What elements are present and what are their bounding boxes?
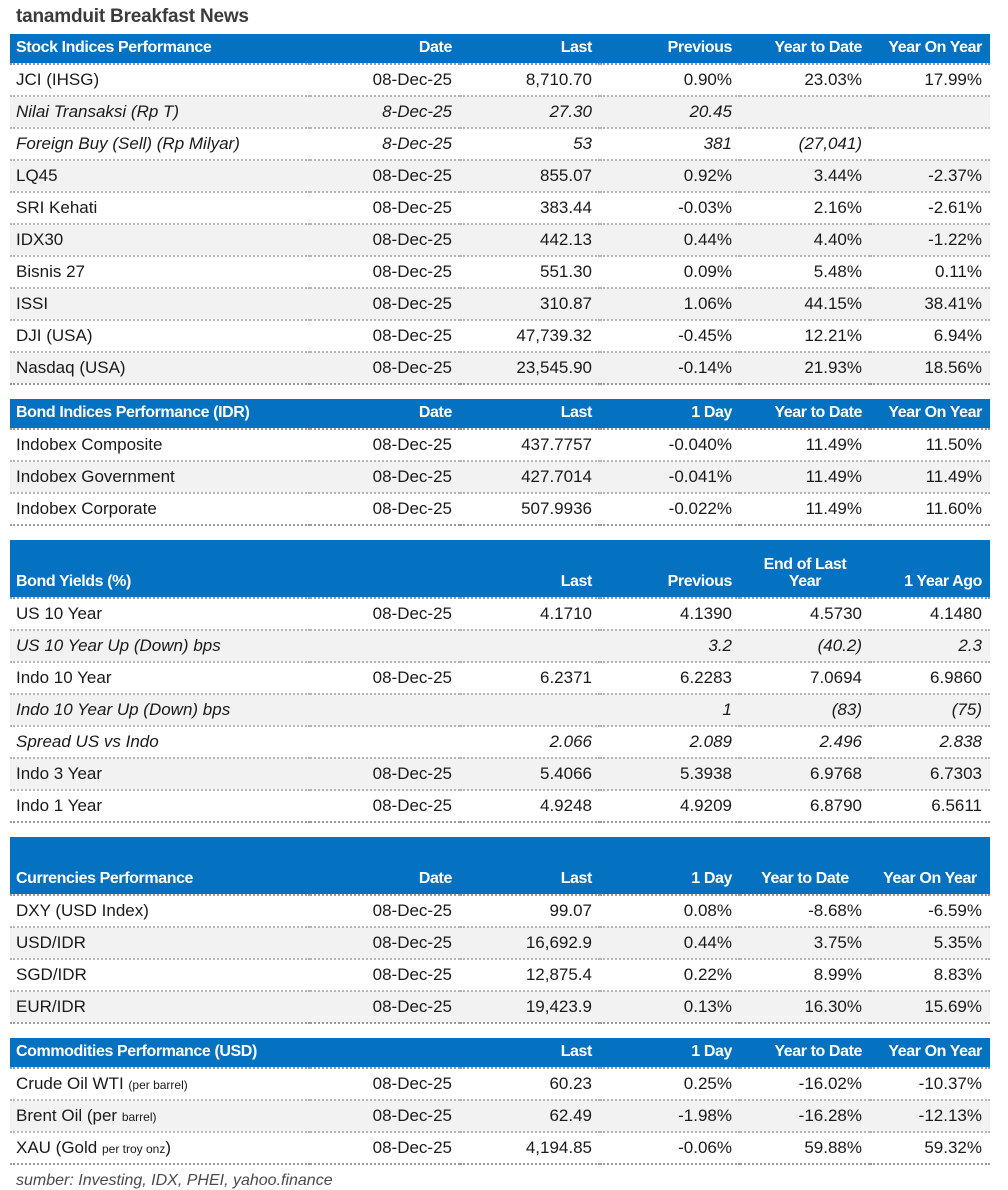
data-cell: 0.90%	[600, 64, 740, 96]
table-row	[10, 662, 990, 694]
column-header	[310, 1038, 460, 1068]
table-row	[10, 1100, 990, 1132]
column-header: Previous	[600, 34, 740, 64]
section-spacer	[10, 525, 990, 540]
data-cell: 08-Dec-25	[310, 320, 460, 352]
section-header-commodities	[10, 1038, 990, 1068]
data-cell: -1.98%	[600, 1100, 740, 1132]
market-data-table	[10, 34, 990, 1165]
section-spacer	[10, 1023, 990, 1038]
column-header	[310, 540, 460, 598]
column-header: Stock Indices Performance	[10, 34, 310, 64]
data-cell: 4.40%	[740, 224, 870, 256]
column-header: Date	[310, 34, 460, 64]
data-cell	[870, 96, 990, 128]
table-row	[10, 758, 990, 790]
data-cell: 8-Dec-25	[310, 128, 460, 160]
data-cell: (75)	[870, 694, 990, 726]
data-cell: 5.48%	[740, 256, 870, 288]
label-part: XAU (Gold	[16, 1138, 102, 1157]
label-part: )	[165, 1138, 172, 1157]
market-data-body	[10, 34, 990, 1164]
table-row	[10, 493, 990, 525]
column-header: 1 Day	[600, 837, 740, 895]
table-row	[10, 352, 990, 384]
data-cell: -0.040%	[600, 429, 740, 461]
data-cell: 6.2283	[600, 662, 740, 694]
data-cell: 11.60%	[870, 493, 990, 525]
data-cell: 08-Dec-25	[310, 1068, 460, 1100]
data-cell: -0.06%	[600, 1132, 740, 1164]
column-header: Year to Date	[740, 399, 870, 429]
data-cell: -10.37%	[870, 1068, 990, 1100]
data-cell: 4.5730	[740, 598, 870, 630]
table-row	[10, 927, 990, 959]
column-header: Year On Year	[870, 837, 990, 895]
column-header: Year to Date	[740, 1038, 870, 1068]
column-header: Last	[460, 34, 600, 64]
spacer-cell	[10, 1023, 990, 1038]
table-row	[10, 429, 990, 461]
row-label: Indobex Composite	[10, 429, 310, 461]
data-cell: 0.92%	[600, 160, 740, 192]
table-row	[10, 96, 990, 128]
data-cell: 62.49	[460, 1100, 600, 1132]
data-cell: 15.69%	[870, 991, 990, 1023]
data-cell: 8.83%	[870, 959, 990, 991]
data-cell: -0.45%	[600, 320, 740, 352]
data-cell: 0.09%	[600, 256, 740, 288]
data-cell: 381	[600, 128, 740, 160]
data-cell: 59.88%	[740, 1132, 870, 1164]
data-cell: 08-Dec-25	[310, 895, 460, 927]
spacer-cell	[10, 384, 990, 399]
row-label: Bisnis 27	[10, 256, 310, 288]
data-cell: 507.9936	[460, 493, 600, 525]
section-header-currencies	[10, 837, 990, 895]
data-cell: 2.066	[460, 726, 600, 758]
data-cell: 1	[600, 694, 740, 726]
column-header: Year to Date	[740, 837, 870, 895]
table-row	[10, 160, 990, 192]
row-label: EUR/IDR	[10, 991, 310, 1023]
data-cell: 08-Dec-25	[310, 288, 460, 320]
data-cell: -0.03%	[600, 192, 740, 224]
data-cell: 6.9860	[870, 662, 990, 694]
table-row	[10, 1132, 990, 1164]
data-cell: 08-Dec-25	[310, 429, 460, 461]
data-cell: -16.02%	[740, 1068, 870, 1100]
table-row	[10, 461, 990, 493]
data-cell: 7.0694	[740, 662, 870, 694]
table-row	[10, 64, 990, 96]
section-spacer	[10, 822, 990, 837]
data-cell: 8,710.70	[460, 64, 600, 96]
data-cell: -12.13%	[870, 1100, 990, 1132]
data-cell: 6.7303	[870, 758, 990, 790]
column-header: Year On Year	[870, 399, 990, 429]
data-cell: 0.11%	[870, 256, 990, 288]
column-header: Year On Year	[870, 34, 990, 64]
data-cell: 20.45	[600, 96, 740, 128]
data-cell: -8.68%	[740, 895, 870, 927]
data-cell: 38.41%	[870, 288, 990, 320]
data-cell: 4.1480	[870, 598, 990, 630]
table-row	[10, 128, 990, 160]
data-cell: 16,692.9	[460, 927, 600, 959]
data-cell: 08-Dec-25	[310, 662, 460, 694]
row-label: SGD/IDR	[10, 959, 310, 991]
table-row	[10, 790, 990, 822]
row-label: Indo 10 Year Up (Down) bps	[10, 694, 310, 726]
data-cell: 08-Dec-25	[310, 1132, 460, 1164]
row-label: JCI (IHSG)	[10, 64, 310, 96]
column-header: Year to Date	[740, 34, 870, 64]
label-part: Brent Oil (per	[16, 1106, 122, 1125]
column-header: 1 Day	[600, 1038, 740, 1068]
table-row	[10, 320, 990, 352]
data-cell: 27.30	[460, 96, 600, 128]
data-cell: 2.089	[600, 726, 740, 758]
data-cell: 59.32%	[870, 1132, 990, 1164]
data-cell: 08-Dec-25	[310, 790, 460, 822]
label-part: Crude Oil WTI	[16, 1074, 129, 1093]
row-label: Foreign Buy (Sell) (Rp Milyar)	[10, 128, 310, 160]
data-cell	[310, 694, 460, 726]
row-label: Indobex Government	[10, 461, 310, 493]
data-cell: 08-Dec-25	[310, 352, 460, 384]
data-cell: 08-Dec-25	[310, 64, 460, 96]
data-cell: 08-Dec-25	[310, 461, 460, 493]
data-cell: 551.30	[460, 256, 600, 288]
row-label: Indo 1 Year	[10, 790, 310, 822]
row-label: Indobex Corporate	[10, 493, 310, 525]
data-cell: 11.49%	[740, 429, 870, 461]
data-cell: 0.44%	[600, 927, 740, 959]
table-row	[10, 959, 990, 991]
row-label: Spread US vs Indo	[10, 726, 310, 758]
row-label: Indo 3 Year	[10, 758, 310, 790]
data-cell: 99.07	[460, 895, 600, 927]
data-cell: 6.5611	[870, 790, 990, 822]
table-row	[10, 991, 990, 1023]
data-cell: -1.22%	[870, 224, 990, 256]
data-cell: 08-Dec-25	[310, 493, 460, 525]
row-label: USD/IDR	[10, 927, 310, 959]
section-header-bond-yields	[10, 540, 990, 598]
row-label: Indo 10 Year	[10, 662, 310, 694]
row-label: SRI Kehati	[10, 192, 310, 224]
data-cell: 2.3	[870, 630, 990, 662]
column-header: Last	[460, 1038, 600, 1068]
data-cell: 6.8790	[740, 790, 870, 822]
spacer-cell	[10, 822, 990, 837]
data-cell: 2.16%	[740, 192, 870, 224]
data-cell: 16.30%	[740, 991, 870, 1023]
table-row	[10, 630, 990, 662]
data-cell: 0.25%	[600, 1068, 740, 1100]
column-header: Date	[310, 399, 460, 429]
column-header: Currencies Performance	[10, 837, 310, 895]
row-label: Nasdaq (USA)	[10, 352, 310, 384]
row-label: Nilai Transaksi (Rp T)	[10, 96, 310, 128]
data-cell: 2.496	[740, 726, 870, 758]
data-cell: 23.03%	[740, 64, 870, 96]
label-part: per troy onz	[101, 1142, 166, 1156]
data-cell: -0.041%	[600, 461, 740, 493]
data-cell: -16.28%	[740, 1100, 870, 1132]
row-label: LQ45	[10, 160, 310, 192]
data-cell: (83)	[740, 694, 870, 726]
data-cell: -0.14%	[600, 352, 740, 384]
data-cell: (40.2)	[740, 630, 870, 662]
row-label: ISSI	[10, 288, 310, 320]
section-header-bond-indices	[10, 399, 990, 429]
column-header: Last	[460, 540, 600, 598]
data-cell: 427.7014	[460, 461, 600, 493]
data-cell: 08-Dec-25	[310, 991, 460, 1023]
spacer-cell	[10, 525, 990, 540]
data-cell: 4.1390	[600, 598, 740, 630]
data-cell: 8-Dec-25	[310, 96, 460, 128]
row-label: DXY (USD Index)	[10, 895, 310, 927]
data-cell: 11.49%	[740, 461, 870, 493]
data-cell: 08-Dec-25	[310, 192, 460, 224]
column-header: Previous	[600, 540, 740, 598]
data-cell: 6.9768	[740, 758, 870, 790]
label-part: (per barrel)	[128, 1078, 188, 1092]
data-cell	[870, 128, 990, 160]
data-cell: 4.9209	[600, 790, 740, 822]
data-cell: 08-Dec-25	[310, 256, 460, 288]
data-cell: 44.15%	[740, 288, 870, 320]
row-label	[10, 1100, 310, 1132]
data-cell: 437.7757	[460, 429, 600, 461]
data-cell: 08-Dec-25	[310, 598, 460, 630]
column-header: Commodities Performance (USD)	[10, 1038, 310, 1068]
table-row	[10, 256, 990, 288]
row-label: US 10 Year	[10, 598, 310, 630]
column-header: End of Last Year	[740, 540, 870, 598]
table-row	[10, 598, 990, 630]
data-cell: 08-Dec-25	[310, 160, 460, 192]
column-header: Bond Indices Performance (IDR)	[10, 399, 310, 429]
table-row	[10, 726, 990, 758]
data-cell: 0.44%	[600, 224, 740, 256]
page-title: tanamduit Breakfast News	[16, 6, 249, 27]
table-row	[10, 288, 990, 320]
row-label: US 10 Year Up (Down) bps	[10, 630, 310, 662]
data-cell: 53	[460, 128, 600, 160]
data-cell: 47,739.32	[460, 320, 600, 352]
data-cell: 12.21%	[740, 320, 870, 352]
row-label: IDX30	[10, 224, 310, 256]
data-cell: 4.1710	[460, 598, 600, 630]
table-row	[10, 694, 990, 726]
data-cell: 12,875.4	[460, 959, 600, 991]
table-row	[10, 224, 990, 256]
data-cell: -6.59%	[870, 895, 990, 927]
column-header: 1 Day	[600, 399, 740, 429]
table-row	[10, 192, 990, 224]
data-cell: -2.61%	[870, 192, 990, 224]
data-cell: 5.3938	[600, 758, 740, 790]
data-cell	[310, 630, 460, 662]
data-cell: 21.93%	[740, 352, 870, 384]
table-row	[10, 895, 990, 927]
section-header-stock-indices	[10, 34, 990, 64]
source-note: sumber: Investing, IDX, PHEI, yahoo.finance	[16, 1172, 333, 1189]
data-cell: 08-Dec-25	[310, 758, 460, 790]
data-cell: 1.06%	[600, 288, 740, 320]
data-cell: 3.2	[600, 630, 740, 662]
data-cell: 08-Dec-25	[310, 927, 460, 959]
column-header: Last	[460, 837, 600, 895]
data-cell: 11.49%	[740, 493, 870, 525]
data-cell: (27,041)	[740, 128, 870, 160]
column-header: 1 Year Ago	[870, 540, 990, 598]
data-cell: 6.94%	[870, 320, 990, 352]
data-cell: 08-Dec-25	[310, 959, 460, 991]
data-cell: 3.44%	[740, 160, 870, 192]
data-cell: 3.75%	[740, 927, 870, 959]
data-cell: -2.37%	[870, 160, 990, 192]
data-cell: 4.9248	[460, 790, 600, 822]
data-cell: 310.87	[460, 288, 600, 320]
data-cell: 5.4066	[460, 758, 600, 790]
column-header: Year On Year	[870, 1038, 990, 1068]
data-cell: 0.13%	[600, 991, 740, 1023]
data-cell: 0.22%	[600, 959, 740, 991]
column-header: Bond Yields (%)	[10, 540, 310, 598]
data-cell: 4,194.85	[460, 1132, 600, 1164]
data-cell: 18.56%	[870, 352, 990, 384]
data-cell	[310, 726, 460, 758]
data-cell: 442.13	[460, 224, 600, 256]
data-cell: 8.99%	[740, 959, 870, 991]
data-cell: 2.838	[870, 726, 990, 758]
data-cell: 23,545.90	[460, 352, 600, 384]
data-cell: 19,423.9	[460, 991, 600, 1023]
data-cell: 17.99%	[870, 64, 990, 96]
data-cell	[460, 694, 600, 726]
data-cell: 08-Dec-25	[310, 224, 460, 256]
data-cell: 855.07	[460, 160, 600, 192]
table-row	[10, 1068, 990, 1100]
data-cell	[460, 630, 600, 662]
column-header: Last	[460, 399, 600, 429]
label-part: barrel)	[121, 1110, 157, 1124]
data-cell: 6.2371	[460, 662, 600, 694]
row-label	[10, 1068, 310, 1100]
data-cell: 383.44	[460, 192, 600, 224]
data-cell: 11.49%	[870, 461, 990, 493]
data-cell: -0.022%	[600, 493, 740, 525]
data-cell: 60.23	[460, 1068, 600, 1100]
data-cell	[740, 96, 870, 128]
column-header: Date	[310, 837, 460, 895]
data-cell: 5.35%	[870, 927, 990, 959]
data-cell: 11.50%	[870, 429, 990, 461]
row-label: DJI (USA)	[10, 320, 310, 352]
data-cell: 0.08%	[600, 895, 740, 927]
row-label	[10, 1132, 310, 1164]
section-spacer	[10, 384, 990, 399]
data-cell: 08-Dec-25	[310, 1100, 460, 1132]
